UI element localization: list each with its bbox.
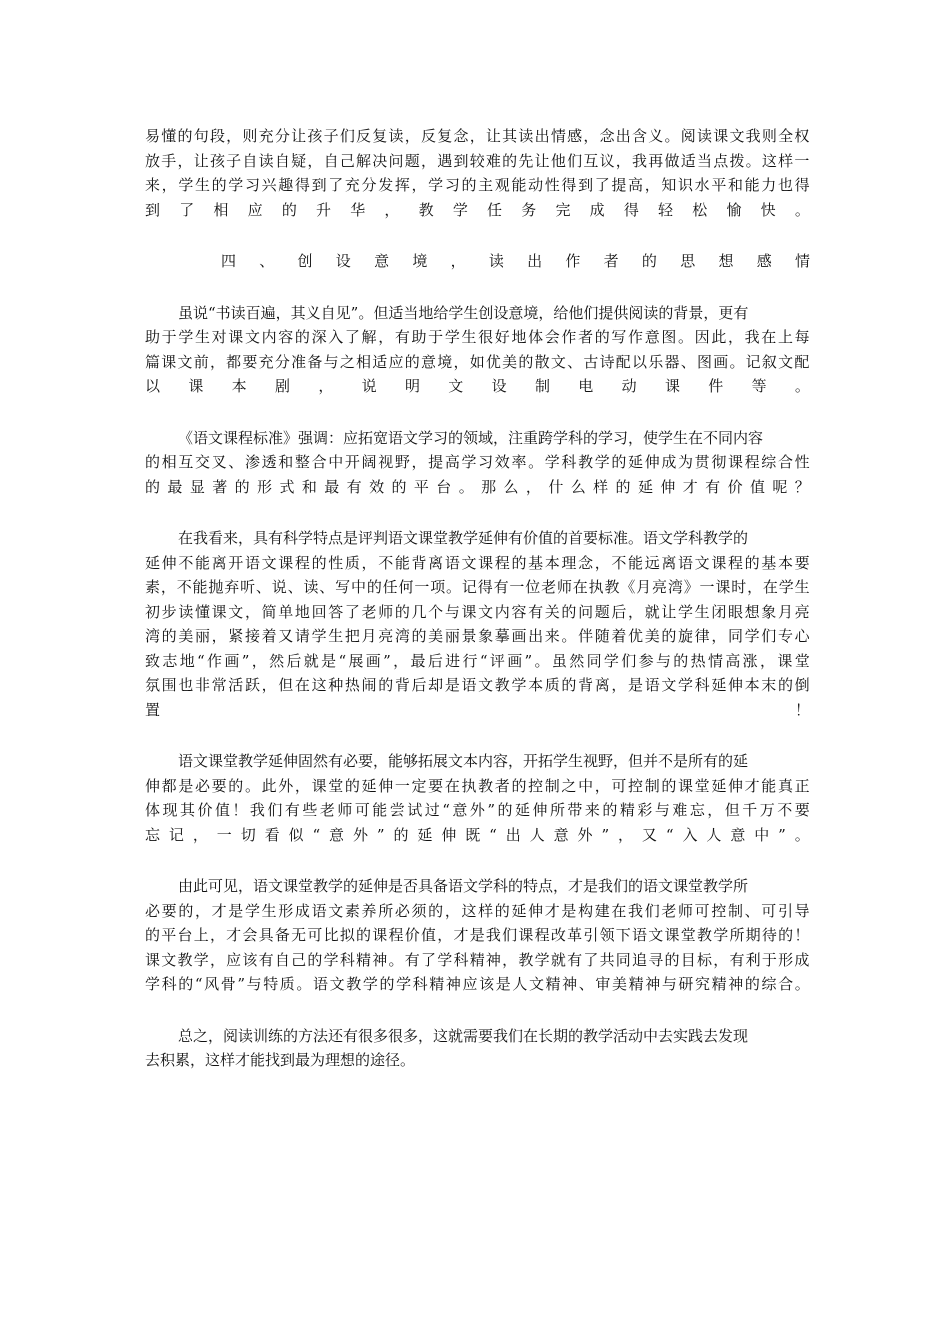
text-line: 篇课文前，都要充分准备与之相适应的意境，如优美的散文、古诗配以乐器、图画。记叙文配 [145,352,810,371]
paragraph-curriculum-standard [145,426,810,500]
paragraph-conclusion [145,1024,810,1073]
text-line: 在我看来，具有科学特点是评判语文课堂教学延伸有价值的首要标准。语文学科教学的 [178,529,749,547]
text-line: 湾的美丽，紧接着又请学生把月亮湾的美丽景象摹画出来。伴随着优美的旋律，同学们专心 [145,627,810,645]
text-line: 致志地“作画”，然后就是“展画”，最后进行“评画”。虽然同学们参与的热情高涨，课堂 [145,651,810,670]
text-line: 素，不能抛弃听、说、读、写中的任何一项。记得有一位老师在执教《月亮湾》一课时，在学生 [145,578,810,596]
paragraph-subject-spirit [145,874,810,997]
text-line: 置！ [145,700,810,719]
text-line: 虽说“书读百遍，其义自见”。但适当地给学生创设意境，给他们提供阅读的背景，更有 [178,303,749,322]
text-line: 课文教学，应该有自己的学科精神。有了学科精神，教学就有了共同追寻的目标，有利于形成 [145,950,810,969]
text-line: 初步读懂课文，简单地回答了老师的几个与课文内容有关的问题后，就让学生闭眼想象月亮 [145,602,810,621]
text-line: 氛围也非常活跃，但在这种热闹的背后却是语文教学本质的背离，是语文学科延伸本末的倒 [145,676,810,694]
text-line: 去积累，这样才能找到最为理想的途径。 [145,1051,416,1069]
text-line: 的平台上，才会具备无可比拟的课程价值，才是我们课程改革引领下语文课堂教学所期待的！ [145,926,810,944]
section-heading-text: 四、创设意境，读出作者的思想感情 [221,252,810,270]
paragraph-reading-method [145,124,810,222]
text-line: 《语文课程标准》强调：应拓宽语文学习的领域，注重跨学科的学习，使学生在不同内容 [178,428,764,447]
text-line: 体现其价值！我们有些老师可能尝试过“意外”的延伸所带来的精彩与难忘，但千万不要 [145,801,810,819]
text-line: 到了相应的升华，教学任务完成得轻松愉快。 [145,200,810,219]
text-line: 语文课堂教学延伸固然有必要，能够拓展文本内容，开拓学生视野，但并不是所有的延 [178,752,749,770]
text-line: 延伸不能离开语文课程的性质，不能背离语文课程的基本理念，不能远离语文课程的基本要 [145,553,810,572]
section-heading [145,249,810,274]
text-line: 来，学生的学习兴趣得到了充分发挥，学习的主观能动性得到了提高，知识水平和能力也得 [145,176,810,194]
text-line: 必要的，才是学生形成语文素养所必须的，这样的延伸才是构建在我们老师可控制、可引导 [145,901,810,920]
text-line: 学科的“风骨”与特质。语文教学的学科精神应该是人文精神、审美精神与研究精神的综合。 [145,975,810,993]
text-line: 由此可见，语文课堂教学的延伸是否具备语文学科的特点，才是我们的语文课堂教学所 [178,877,749,895]
text-line: 易懂的句段，则充分让孩子们反复读，反复念，让其读出情感，念出含义。阅读课文我则全权 [145,127,810,145]
text-line: 忘记，一切看似“意外”的延伸既“出人意外”，又“入人意中”。 [145,825,810,844]
paragraph-controlled-extension [145,749,810,847]
paragraph-create-mood [145,301,810,399]
document-body [145,124,810,1073]
text-line: 以课本剧，说明文设制电动课件等。 [145,377,810,395]
text-line: 总之，阅读训练的方法还有很多很多，这就需要我们在长期的教学活动中去实践去发现 [178,1026,749,1045]
text-line: 的最显著的形式和最有效的平台。那么，什么样的延伸才有价值呢？ [145,477,810,496]
text-line: 助于学生对课文内容的深入了解，有助于学生很好地体会作者的写作意图。因此，我在上每 [145,328,810,346]
text-line: 放手，让孩子自读自疑，自己解决问题，遇到较难的先让他们互议，我再做适当点拨。这样一 [145,151,810,170]
text-line: 伸都是必要的。此外，课堂的延伸一定要在执教者的控制之中，可控制的课堂延伸才能真正 [145,776,810,795]
paragraph-scientific-standard [145,526,810,722]
text-line: 的相互交叉、渗透和整合中开阔视野，提高学习效率。学科教学的延伸成为贯彻课程综合性 [145,453,810,471]
